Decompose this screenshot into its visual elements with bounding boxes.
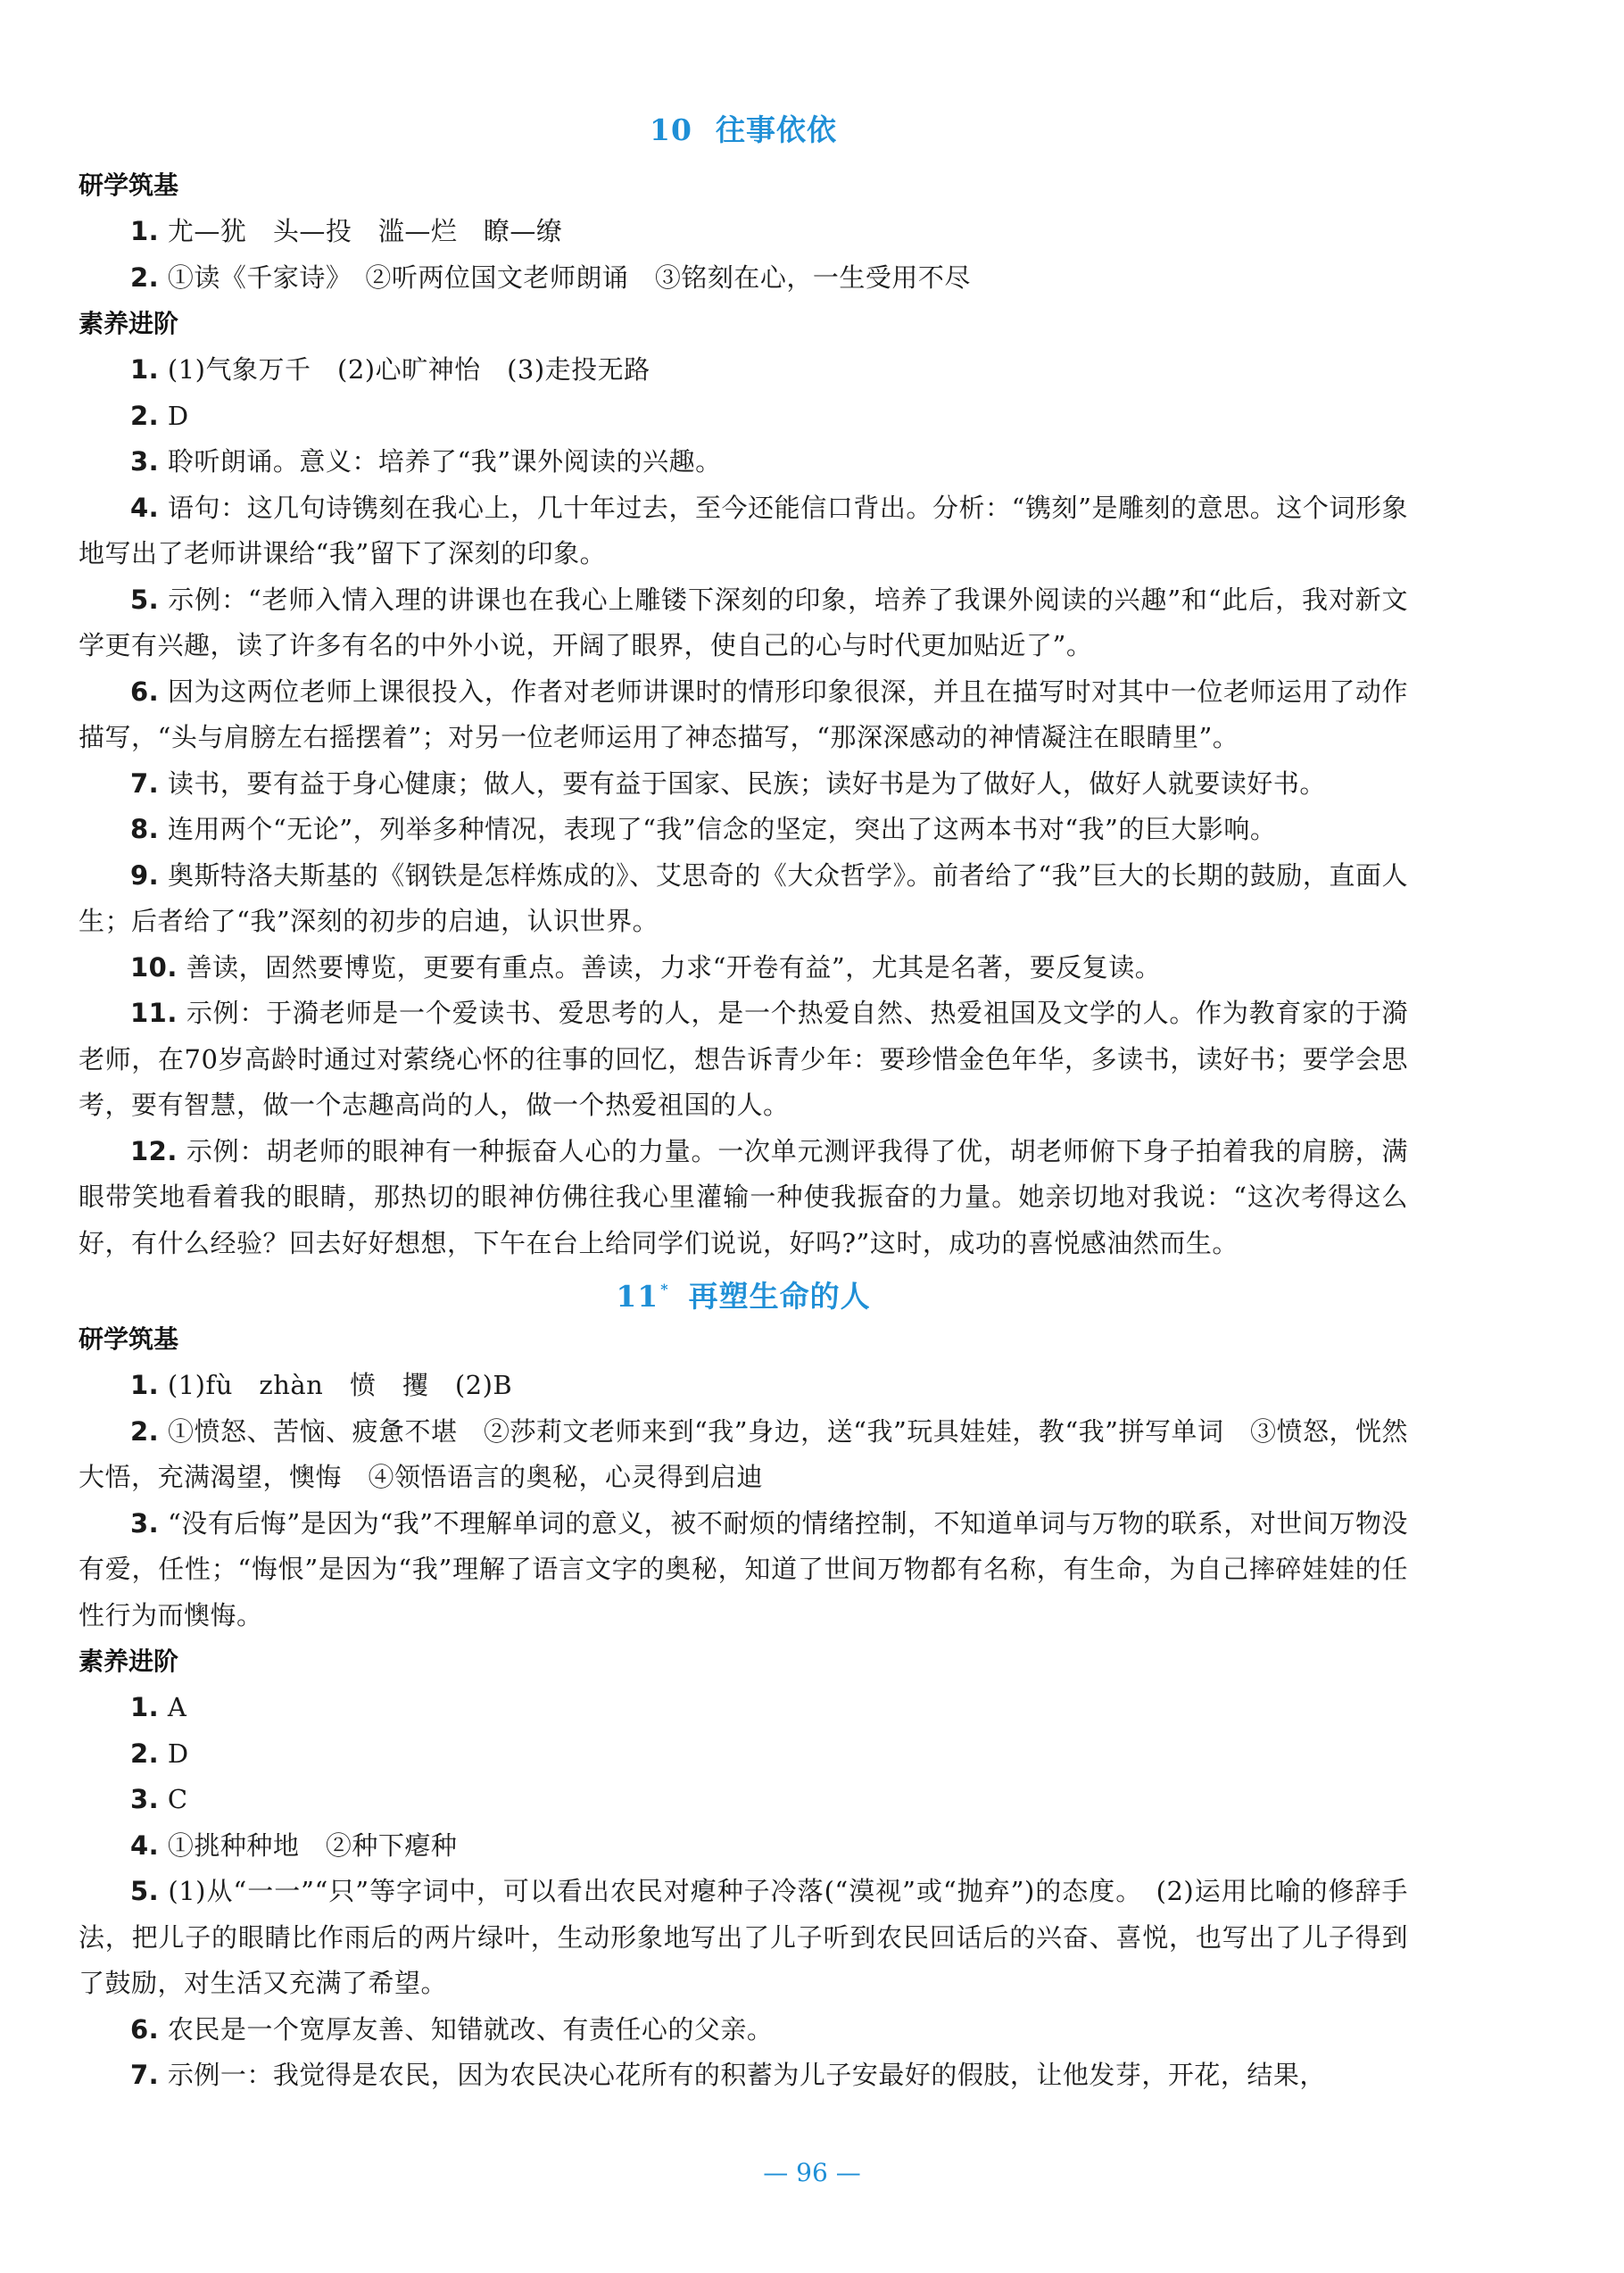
item-number: 2. (130, 400, 160, 431)
section-heading: 研学筑基 (79, 170, 179, 200)
item-number: 10. (130, 951, 178, 983)
item-text: “没有后悔”是因为“我”不理解单词的意义，被不耐烦的情绪控制，不知道单词与万物的联系，对世间万物没有爱，任性；“悔恨”是因为“我”理解了语言文字的奥秘，知道了世间万物都有名称，有生命，为自己摔碎娃娃的任性行为而懊悔。 (79, 1507, 1408, 1630)
answer-item (79, 1869, 1408, 2007)
item-number: 2. (130, 261, 160, 293)
item-number: 4. (130, 492, 160, 523)
answer-page (79, 0, 1408, 2099)
item-number: 5. (130, 1876, 160, 1906)
item-text: 善读，固然要博览，更要有重点。善读，力求“开卷有益”，尤其是名著，要反复读。 (186, 951, 1162, 983)
answer-item (79, 945, 1408, 991)
answer-item (79, 485, 1408, 577)
answer-item (79, 761, 1408, 808)
item-text: (1)从“一一”“只”等字词中，可以看出农民对瘪种子冷落(“漠视”或“抛弃”)的态度。 (2)运用比喻的修辞手法，把儿子的眼睛比作雨后的两片绿叶，生动形象地写出了儿子听到农民回话后的兴奋、喜悦，也写出了儿子得到了鼓励，对生活又充满了希望。 (79, 1876, 1408, 1998)
item-number: 12. (130, 1135, 178, 1166)
item-text: ①愤怒、苦恼、疲惫不堪 ②莎莉文老师来到“我”身边，送“我”玩具娃娃，教“我”拼写单词 ③愤怒，恍然大悟，充满渴望，懊悔 ④领悟语言的奥秘，心灵得到启迪 (79, 1415, 1409, 1492)
answer-item (79, 1409, 1408, 1501)
answer-item (79, 1777, 1408, 1823)
page-number: — 96 — (763, 2158, 861, 2187)
item-text: 示例：于漪老师是一个爱读书、爱思考的人，是一个热爱自然、热爱祖国及文学的人。作为教育家的于漪老师，在70岁高龄时通过对萦绕心怀的往事的回忆，想告诉青少年：要珍惜金色年华，多读书，读好书；要学会思考，要有智慧，做一个志趣高尚的人，做一个热爱祖国的人。 (79, 998, 1408, 1120)
item-number: 11. (130, 998, 178, 1028)
item-number: 1. (130, 354, 160, 385)
item-number: 1. (130, 1370, 160, 1400)
item-number: 7. (130, 767, 160, 799)
item-number: 3. (130, 446, 160, 477)
optional-reading-mark: * (660, 1281, 669, 1298)
answer-item (79, 1685, 1408, 1731)
item-text: D (167, 1738, 189, 1769)
item-text: 示例：“老师入情入理的讲课也在我心上雕镂下深刻的印象，培养了我课外阅读的兴趣”和“此后，我对新文学更有兴趣，读了许多有名的中外小说，开阔了眼界，使自己的心与时代更加贴近了”。 (79, 584, 1409, 660)
section-heading: 研学筑基 (79, 1324, 179, 1354)
answer-item (79, 347, 1408, 394)
item-text: 连用两个“无论”，列举多种情况，表现了“我”信念的坚定，突出了这两本书对“我”的巨大影响。 (167, 814, 1277, 844)
item-number: 1. (130, 216, 160, 246)
item-number: 5. (130, 584, 160, 615)
answer-item (79, 1823, 1408, 1870)
item-text: A (167, 1692, 187, 1722)
item-number: 2. (130, 1738, 160, 1769)
item-number: 7. (130, 2060, 160, 2090)
section-heading: 素养进阶 (79, 309, 179, 338)
lesson-11 (79, 1270, 1408, 2099)
answer-item (79, 1731, 1408, 1778)
item-text: (1)fù zhàn 愤 攫 (2)B (167, 1370, 513, 1400)
item-number: 6. (130, 2013, 160, 2045)
item-text: 聆听朗诵。意义：培养了“我”课外阅读的兴趣。 (167, 446, 722, 477)
item-text: 农民是一个宽厚友善、知错就改、有责任心的父亲。 (167, 2013, 774, 2045)
item-text: (1)气象万千 (2)心旷神怡 (3)走投无路 (167, 354, 650, 385)
item-number: 1. (130, 1692, 160, 1722)
item-text: ①挑种种地 ②种下瘪种 (167, 1829, 458, 1861)
answer-item (79, 577, 1408, 669)
section-heading: 素养进阶 (79, 1647, 179, 1676)
lesson-title (79, 111, 1408, 150)
answer-item (79, 853, 1408, 945)
answer-item (79, 1129, 1408, 1267)
answer-item (79, 2007, 1408, 2053)
item-number: 3. (130, 1784, 160, 1814)
answer-item (79, 669, 1408, 761)
answer-item (79, 255, 1408, 302)
answer-item (79, 1501, 1408, 1639)
answer-item (79, 807, 1408, 853)
item-number: 9. (130, 859, 160, 891)
answer-item (79, 209, 1408, 255)
item-text: 示例：胡老师的眼神有一种振奋人心的力量。一次单元测评我得了优，胡老师俯下身子拍着我的肩膀，满眼带笑地看着我的眼睛，那热切的眼神仿佛往我心里灌输一种使我振奋的力量。她亲切地对我说：“这次考得这么好，有什么经验？回去好好想想，下午在台上给同学们说说，好吗?”这时，成功的喜悦感油然而生。 (79, 1135, 1408, 1258)
item-text: 尤—犹 头—投 滥—烂 瞭—缭 (167, 216, 563, 246)
item-text: ①读《千家诗》 ②听两位国文老师朗诵 ③铭刻在心，一生受用不尽 (167, 261, 971, 293)
lesson-number: 11 (616, 1279, 659, 1314)
item-text: C (167, 1784, 188, 1814)
item-text: 读书，要有益于身心健康；做人，要有益于国家、民族；读好书是为了做好人，做好人就要读好书。 (167, 767, 1326, 799)
item-number: 6. (130, 676, 160, 707)
lesson-title (79, 1270, 1408, 1316)
item-text: D (167, 400, 189, 431)
item-number: 4. (130, 1829, 160, 1861)
answer-item (79, 439, 1408, 485)
item-number: 8. (130, 814, 160, 844)
lesson-number: 10 (650, 112, 692, 147)
answer-item (79, 1363, 1408, 1409)
item-number: 2. (130, 1415, 160, 1447)
lesson-name: 再塑生命的人 (688, 1279, 871, 1314)
item-number: 3. (130, 1507, 160, 1539)
answer-item (79, 2053, 1408, 2099)
item-text: 语句：这几句诗镌刻在我心上，几十年过去，至今还能信口背出。分析：“镌刻”是雕刻的意思。这个词形象地写出了老师讲课给“我”留下了深刻的印象。 (79, 492, 1409, 568)
answer-item (79, 394, 1408, 440)
lesson-name: 往事依依 (715, 112, 837, 147)
item-text: 因为这两位老师上课很投入，作者对老师讲课时的情形印象很深，并且在描写时对其中一位老师运用了动作描写，“头与肩膀左右摇摆着”；对另一位老师运用了神态描写，“那深深感动的神情凝注在眼睛里”。 (79, 676, 1408, 752)
answer-item (79, 991, 1408, 1129)
item-text: 奥斯特洛夫斯基的《钢铁是怎样炼成的》、艾思奇的《大众哲学》。前者给了“我”巨大的长期的鼓励，直面人生；后者给了“我”深刻的初步的启迪，认识世界。 (79, 859, 1409, 936)
item-text: 示例一：我觉得是农民，因为农民决心花所有的积蓄为儿子安最好的假肢，让他发芽，开花，结果， (167, 2060, 1326, 2090)
lesson-10 (79, 111, 1408, 1266)
